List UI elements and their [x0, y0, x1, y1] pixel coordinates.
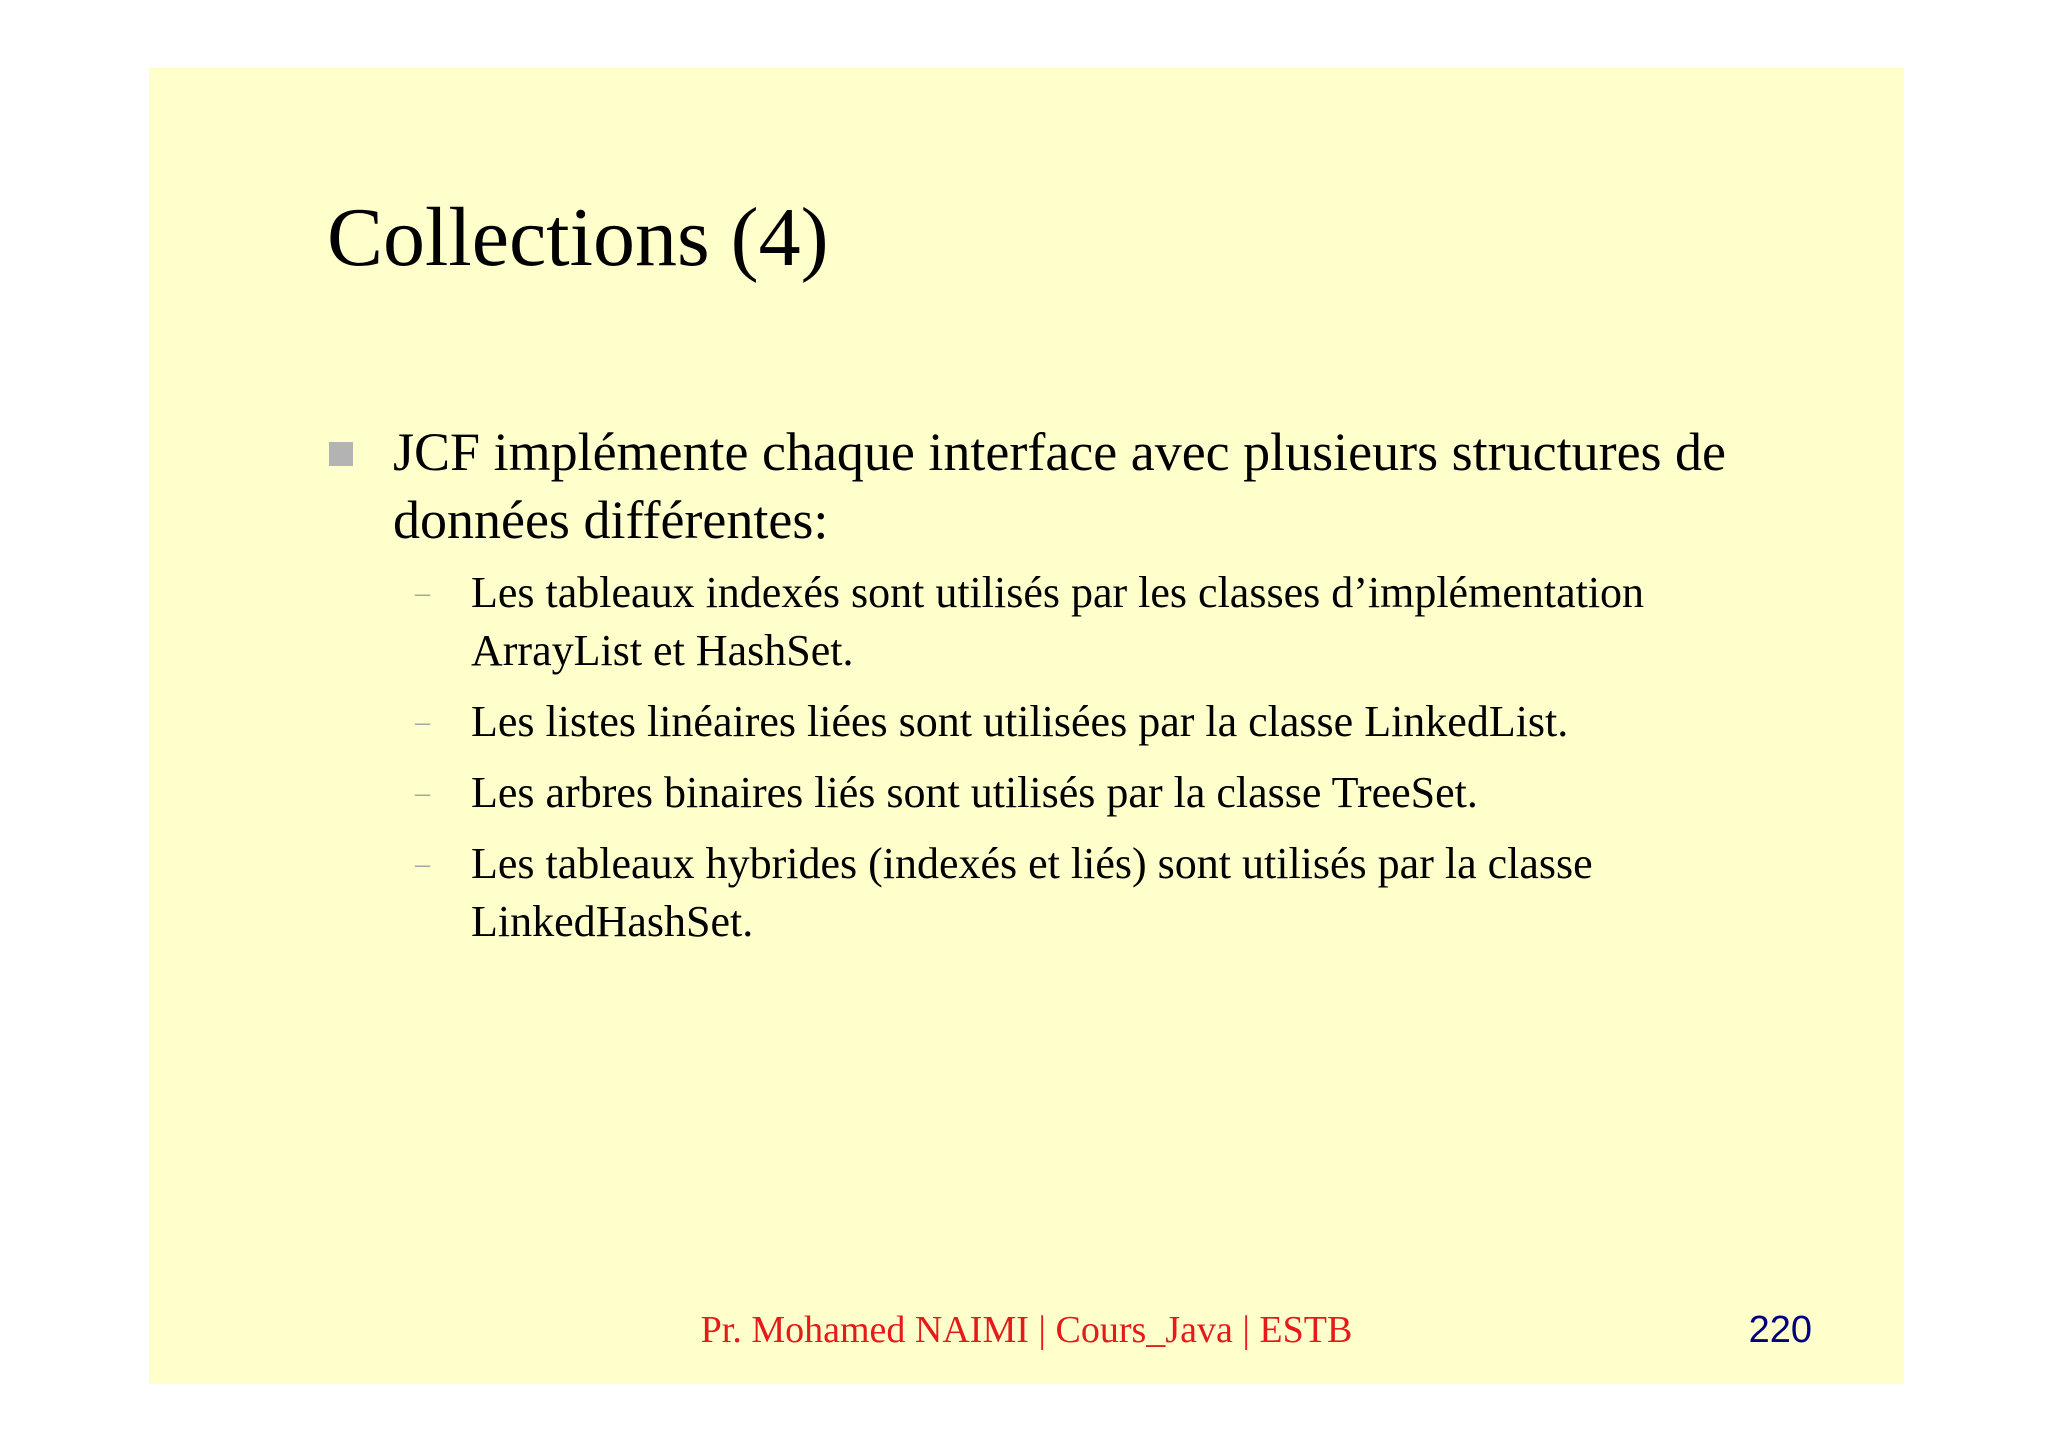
sub-bullet-item: [415, 835, 1727, 951]
slide-footer: Pr. Mohamed NAIMI | Cours_Java | ESTB: [700, 1309, 1353, 1351]
sub-bullet-text: Les tableaux hybrides (indexés et liés) sont utilisés par la classe LinkedHashSet.: [471, 839, 1593, 946]
sub-bullet-item: [415, 564, 1727, 680]
sub-bullet-text: Les tableaux indexés sont utilisés par les classes d’implémentation ArrayList et HashSet.: [471, 568, 1645, 675]
dash-bullet-icon: –: [415, 847, 430, 880]
sub-bullet-text: Les arbres binaires liés sont utilisés par la classe TreeSet.: [471, 768, 1478, 817]
bullet-text: JCF implémente chaque interface avec plusieurs structures de données différentes:: [393, 422, 1727, 550]
slide-title: Collections (4): [327, 191, 829, 284]
sub-bullet-item: [415, 693, 1727, 751]
dash-bullet-icon: –: [415, 776, 430, 809]
page-number: 220: [1748, 1309, 1812, 1351]
sub-bullet-list: [327, 564, 1727, 951]
dash-bullet-icon: –: [415, 705, 430, 738]
slide-content: [327, 418, 1727, 964]
square-bullet-icon: [329, 442, 353, 466]
bullet-item: [327, 418, 1727, 554]
slide: [149, 68, 1904, 1384]
dash-bullet-icon: –: [415, 576, 430, 609]
sub-bullet-item: [415, 764, 1727, 822]
sub-bullet-text: Les listes linéaires liées sont utilisées par la classe LinkedList.: [471, 697, 1569, 746]
